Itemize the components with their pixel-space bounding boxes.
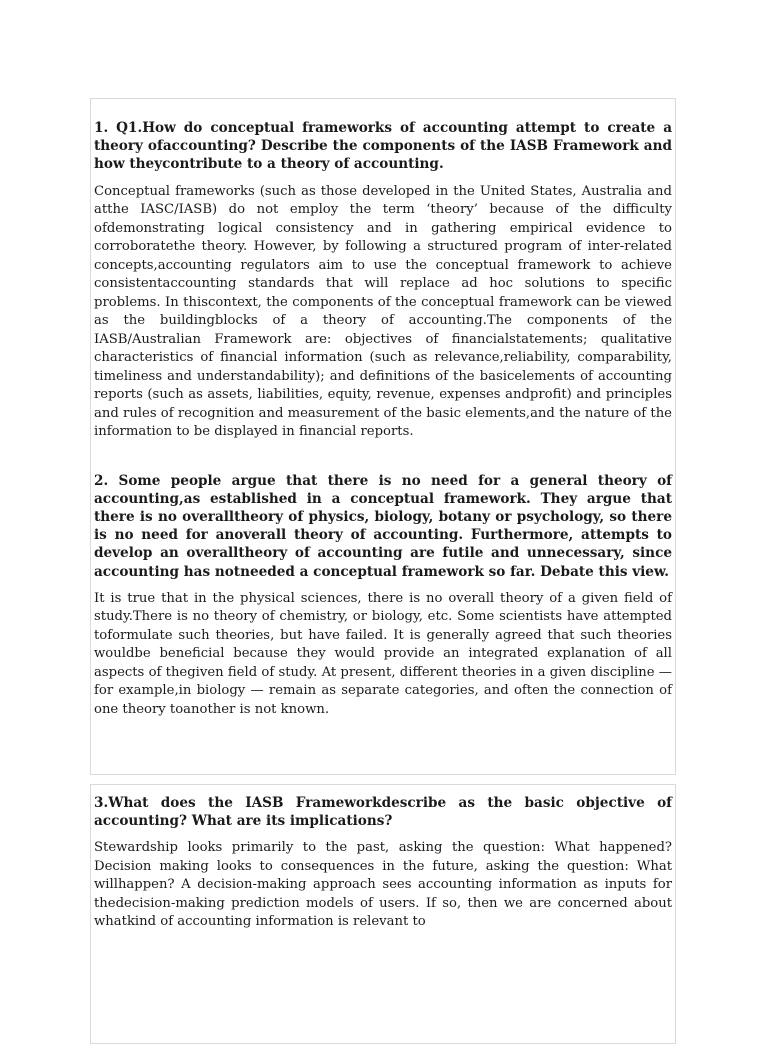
answer-3: Stewardship looks primarily to the past, asking the question: What happened?Decision making looks to consequences in the future, asking the question: What willhappen? A decision-making approach sees accounting information as inputs for thedecision-making prediction models of users. If so, then we are concerned about whatkind of accounting information is relevant to (94, 840, 672, 930)
section-gap (94, 442, 672, 472)
answer-1: Conceptual frameworks (such as those developed in the United States, Australia and atthe IASC/IASB) do not employ the term ‘theory’ because of the difficulty ofdemonstrating logical consistency and in gathering empirical evidence to corroboratethe theory. However, by following a structured program of inter-related concepts,accounting regulators aim to use the conceptual framework to achieve consistentaccounting standards that will replace ad hoc solutions to specific problems. In thiscontext, the components of the conceptual framework can be viewed as the buildingblocks of a theory of accounting.The components of the IASB/Australian Framework are: objectives of financialstatements; qualitative characteristics of financial information (such as relevance,reliability, comparability, timeliness and understandability); and definitions of the basicelements of accounting reports (such as assets, liabilities, equity, revenue, expenses andprofit) and principles and rules of recognition and measurement of the basic elements,and the nature of the information to be displayed in financial reports. (94, 183, 672, 440)
question-3: 3.What does the IASB Frameworkdescribe as the basic objective of accounting? What are its implications? (94, 795, 672, 830)
answer-2: It is true that in the physical sciences, there is no overall theory of a given field of study.There is no theory of chemistry, or biology, etc. Some scientists have attempted toformulate such theories, but have failed. It is generally agreed that such theories wouldbe beneficial because they would provide an integrated explanation of all aspects of thegiven field of study. At present, different theories in a given discipline — for example,in biology — remain as separate categories, and often the connection of one theory toanother is not known. (94, 590, 672, 717)
document-box-2 (90, 784, 676, 1044)
document-box-1 (90, 98, 676, 775)
question-1: 1. Q1.How do conceptual frameworks of accounting attempt to create a theory ofaccounting? Describe the components of the IASB Framework and how theycontribute to a theory of accounting. (94, 120, 672, 173)
question-2: 2. Some people argue that there is no need for a general theory of accounting,as established in a conceptual framework. They argue that there is no overalltheory of physics, biology, botany or psychology, so there is no need for anoverall theory of accounting. Furthermore, attempts to develop an overalltheory of accounting are futile and unnecessary, since accounting has notneeded a conceptual framework so far. Debate this view. (94, 472, 672, 580)
